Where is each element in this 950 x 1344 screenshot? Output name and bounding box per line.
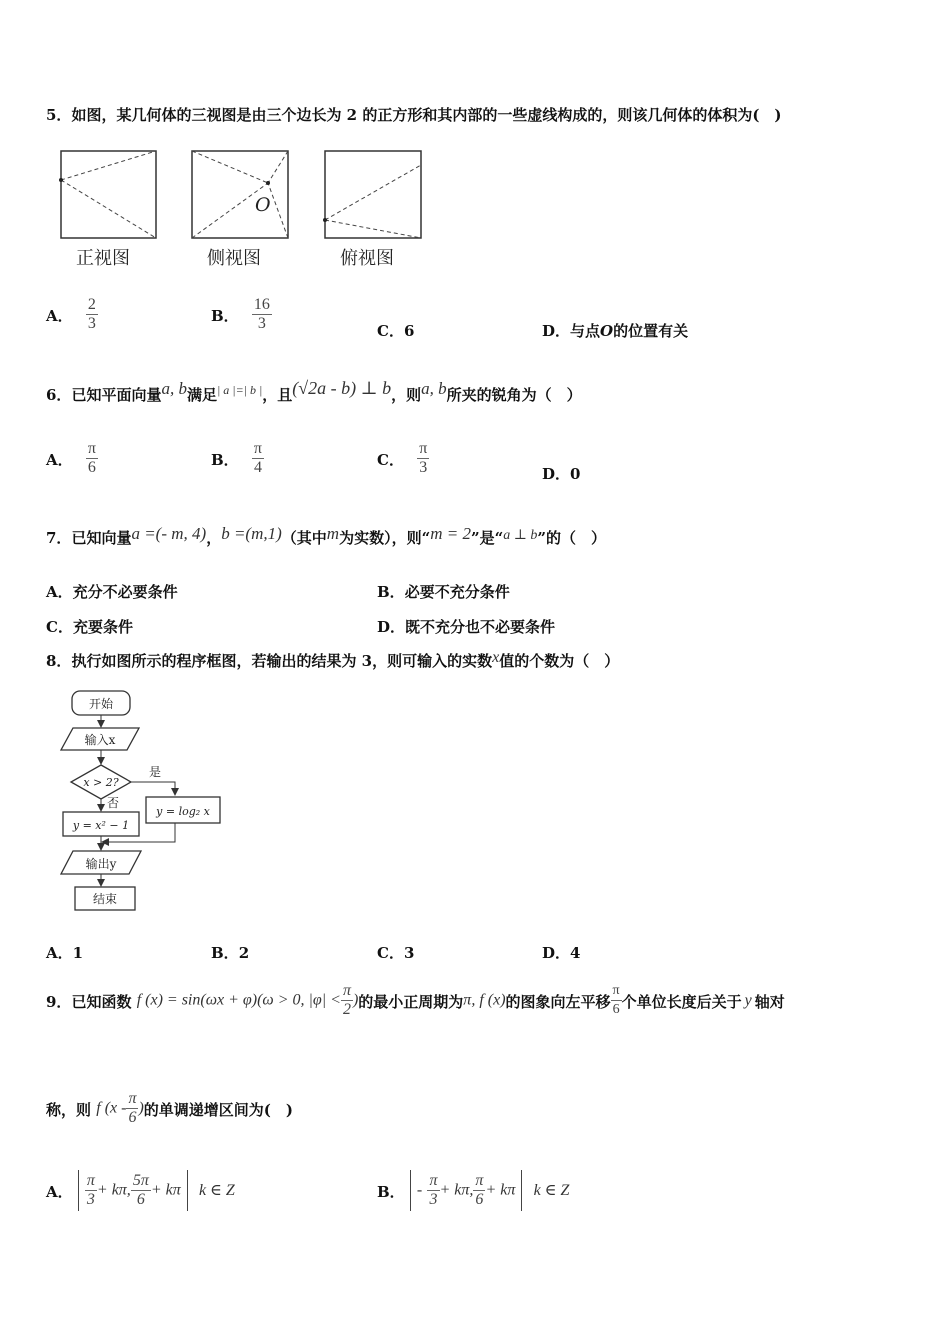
denominator: 3 (87, 315, 96, 332)
q9-text: 的单调递增区间为( ) (143, 1100, 293, 1119)
option-label: D． (377, 618, 406, 636)
option-label: A． (46, 583, 73, 601)
q6-text: 满足 (186, 386, 217, 404)
q5-option-a[interactable] (46, 296, 98, 333)
top-view-label: 俯视图 (340, 248, 394, 269)
q8-text: 值的个数为（ ） (499, 652, 620, 670)
option-text: 的位置有关 (613, 322, 689, 340)
option-label: C． (377, 450, 404, 469)
q8-number: 8． (46, 652, 72, 670)
side-view-dashed-4 (268, 183, 288, 238)
option-label: C． (377, 944, 404, 962)
q7-text: （其中 (281, 529, 327, 547)
denominator: 6 (136, 1191, 145, 1208)
kpi-term: + kπ, (96, 1181, 131, 1199)
top-view-dashed-2 (325, 220, 421, 238)
fraction (252, 440, 264, 477)
option-label: B． (211, 450, 239, 469)
side-view-square (192, 151, 288, 238)
kpi-term: + kπ, (439, 1181, 474, 1199)
denominator: 6 (475, 1191, 484, 1208)
option-label: D． (542, 465, 571, 483)
minus-sign: - (416, 1181, 423, 1199)
q9-text: 个单位长度后关于 (621, 992, 742, 1011)
q6-option-c[interactable] (377, 440, 429, 477)
option-text: 既不充分也不必要条件 (405, 618, 556, 636)
q7-text: ”的（ ） (537, 529, 607, 547)
numerator: π (419, 440, 428, 457)
side-view-dashed-2 (268, 151, 288, 183)
option-label: B． (211, 306, 239, 325)
fraction (427, 1172, 439, 1209)
option-text: 必要不充分条件 (404, 583, 510, 601)
point-o-label: O (255, 194, 271, 216)
option-label: A． (46, 450, 73, 469)
q7-vector-b: b =(m,1) (221, 524, 282, 543)
q6-stem (46, 378, 582, 405)
q9-g-function: f (x - (96, 1099, 127, 1117)
flow-input-text: 输入x (84, 733, 116, 747)
q7-text: ”是“ (470, 529, 504, 547)
option-text: 0 (570, 465, 581, 483)
option-text: 6 (403, 322, 415, 340)
k-in-z: k ∈ Z (198, 1181, 235, 1199)
q9-text: 的图象向左平移 (505, 992, 611, 1011)
q6-condition-1: | a |=| b | (216, 383, 263, 397)
side-view-point (266, 181, 270, 185)
front-view-point (59, 178, 63, 182)
denominator: 6 (612, 1002, 620, 1017)
q6-text: 已知平面向量 (71, 386, 162, 404)
q6-option-a[interactable] (46, 440, 98, 477)
q5-three-view-figure (55, 145, 435, 245)
denominator: 3 (429, 1191, 438, 1208)
kpi-term: + kπ (485, 1181, 516, 1199)
q6-vectors: a, b (421, 379, 447, 398)
flow-output-text: 输出y (85, 857, 117, 871)
option-text: 4 (570, 944, 581, 962)
fraction (85, 1172, 97, 1209)
q6-option-d[interactable] (542, 463, 580, 484)
q9-option-b[interactable] (377, 1170, 569, 1211)
front-view-label: 正视图 (76, 248, 130, 269)
q9-option-a[interactable] (46, 1170, 235, 1211)
q9-text: 轴对 (754, 992, 785, 1011)
option-text: 与点 (570, 322, 601, 340)
denominator: 6 (128, 1109, 137, 1126)
q6-number: 6． (46, 386, 72, 404)
q8-stem (46, 650, 619, 671)
q8-flowchart (55, 686, 235, 916)
option-label: D． (542, 944, 571, 962)
numerator: 5π (132, 1172, 149, 1189)
option-label: C． (46, 618, 73, 636)
q6-vectors: a, b (161, 379, 187, 398)
interval-bracket (78, 1170, 188, 1211)
numerator: π (253, 440, 262, 457)
option-text: 1 (72, 944, 84, 962)
denominator: 3 (257, 315, 266, 332)
numerator: 16 (253, 296, 270, 313)
q9-text: 已知函数 (71, 992, 132, 1011)
option-label: B． (377, 1182, 405, 1201)
option-text: 充分不必要条件 (72, 583, 178, 601)
fraction (417, 440, 429, 477)
option-label: B． (377, 583, 405, 601)
q7-m: m (326, 524, 340, 543)
flow-yes-label: 是 (149, 765, 162, 779)
q7-option-d[interactable] (377, 616, 555, 637)
q9-function: f (x) = sin(ωx + φ)(ω > 0, |φ| < (136, 991, 341, 1009)
q7-condition: m = 2 (430, 524, 471, 543)
flow-start-text: 开始 (88, 697, 114, 711)
front-view-dashed-1 (61, 151, 156, 180)
q9-function-close: ) (352, 991, 359, 1009)
side-view-dashed-1 (192, 151, 268, 183)
numerator: π (429, 1172, 438, 1189)
q8-option-d[interactable] (542, 942, 580, 963)
option-text: 3 (403, 944, 415, 962)
interval-bracket (410, 1170, 522, 1211)
fraction (86, 296, 98, 333)
numerator: π (342, 982, 351, 999)
numerator: π (128, 1090, 137, 1107)
top-view-point (323, 218, 327, 222)
q9-stem-line2 (46, 1090, 293, 1127)
front-view-dashed-2 (61, 180, 156, 238)
q9-g-close: ) (138, 1099, 144, 1117)
q8-x: x (492, 649, 500, 666)
q6-text: ，且 (262, 386, 293, 404)
q9-stem-line1 (46, 982, 916, 1019)
option-text: 2 (238, 944, 250, 962)
q7-vector-a: a =(- m, 4) (131, 524, 207, 543)
top-view-square (325, 151, 421, 238)
numerator: π (475, 1172, 484, 1189)
q5-number: 5． (46, 106, 72, 124)
q7-option-b[interactable] (377, 581, 510, 602)
q8-option-b[interactable] (211, 942, 249, 963)
option-label: B． (211, 944, 239, 962)
flow-no-label: 否 (107, 796, 120, 810)
k-in-z: k ∈ Z (533, 1181, 570, 1199)
fraction (252, 296, 272, 333)
flow-decision-text: x > 2? (83, 776, 119, 789)
q9-number: 9． (46, 992, 72, 1011)
numerator: π (86, 1172, 95, 1189)
q5-option-b[interactable] (211, 296, 272, 333)
q7-perp: a ⊥ b (503, 528, 538, 543)
q7-text: 已知向量 (71, 529, 132, 547)
fraction (473, 1172, 485, 1209)
option-label: D． (542, 322, 571, 340)
flow-right-process-text: y = log₂ x (156, 805, 210, 818)
q9-shift-fraction (611, 982, 622, 1019)
top-view-dashed-1 (325, 165, 421, 220)
side-view-label: 侧视图 (207, 248, 261, 269)
denominator: 2 (342, 1001, 351, 1018)
q6-option-b[interactable] (211, 440, 264, 477)
q7-text: ， (206, 529, 222, 547)
q8-text: 执行如图所示的程序框图，若输出的结果为 3，则可输入的实数 (71, 652, 493, 670)
q7-stem (46, 524, 607, 548)
q7-text: 为实数），则“ (339, 529, 431, 547)
numerator: π (611, 982, 622, 1001)
q5-text: 如图，某几何体的三视图是由三个边长为 2 的正方形和其内部的一些虚线构成的，则该几何体的体积为( ) (71, 106, 782, 124)
q5-stem (46, 104, 782, 125)
denominator: 4 (253, 459, 262, 476)
fraction (86, 440, 98, 477)
q9-y: y (744, 991, 752, 1009)
option-label: C． (377, 322, 404, 340)
denominator: 3 (419, 459, 428, 476)
front-view-square (61, 151, 156, 238)
q7-option-a[interactable] (46, 581, 178, 602)
option-point: O (600, 322, 614, 340)
denominator: 3 (86, 1191, 95, 1208)
q8-option-c[interactable] (377, 942, 414, 963)
q5-option-c[interactable] (377, 320, 414, 341)
option-text: 充要条件 (72, 618, 133, 636)
fraction (131, 1172, 151, 1209)
denominator: 6 (87, 459, 96, 476)
q9-period: π, f (x) (463, 991, 506, 1009)
q9-text: 的最小正周期为 (358, 992, 464, 1011)
q7-option-c[interactable] (46, 616, 133, 637)
q5-option-d[interactable] (542, 320, 688, 341)
kpi-term: + kπ (150, 1181, 181, 1199)
flow-end-text: 结束 (92, 892, 118, 906)
option-label: A． (46, 306, 73, 325)
numerator: 2 (87, 296, 96, 313)
q6-text: ，则 (391, 386, 422, 404)
q8-option-a[interactable] (46, 942, 83, 963)
q6-condition-2: (√2a - b) ⊥ b (292, 378, 392, 398)
flow-left-process-text: y = x² − 1 (72, 819, 130, 832)
flow-arrow-yes (131, 782, 175, 794)
option-label: A． (46, 944, 73, 962)
q6-text: 所夹的锐角为（ ） (446, 386, 582, 404)
q7-number: 7． (46, 529, 72, 547)
numerator: π (87, 440, 96, 457)
option-label: A． (46, 1182, 73, 1201)
q9-text: 称，则 (46, 1100, 92, 1119)
q9-g-fraction (126, 1090, 138, 1127)
q9-function-fraction (341, 982, 353, 1019)
